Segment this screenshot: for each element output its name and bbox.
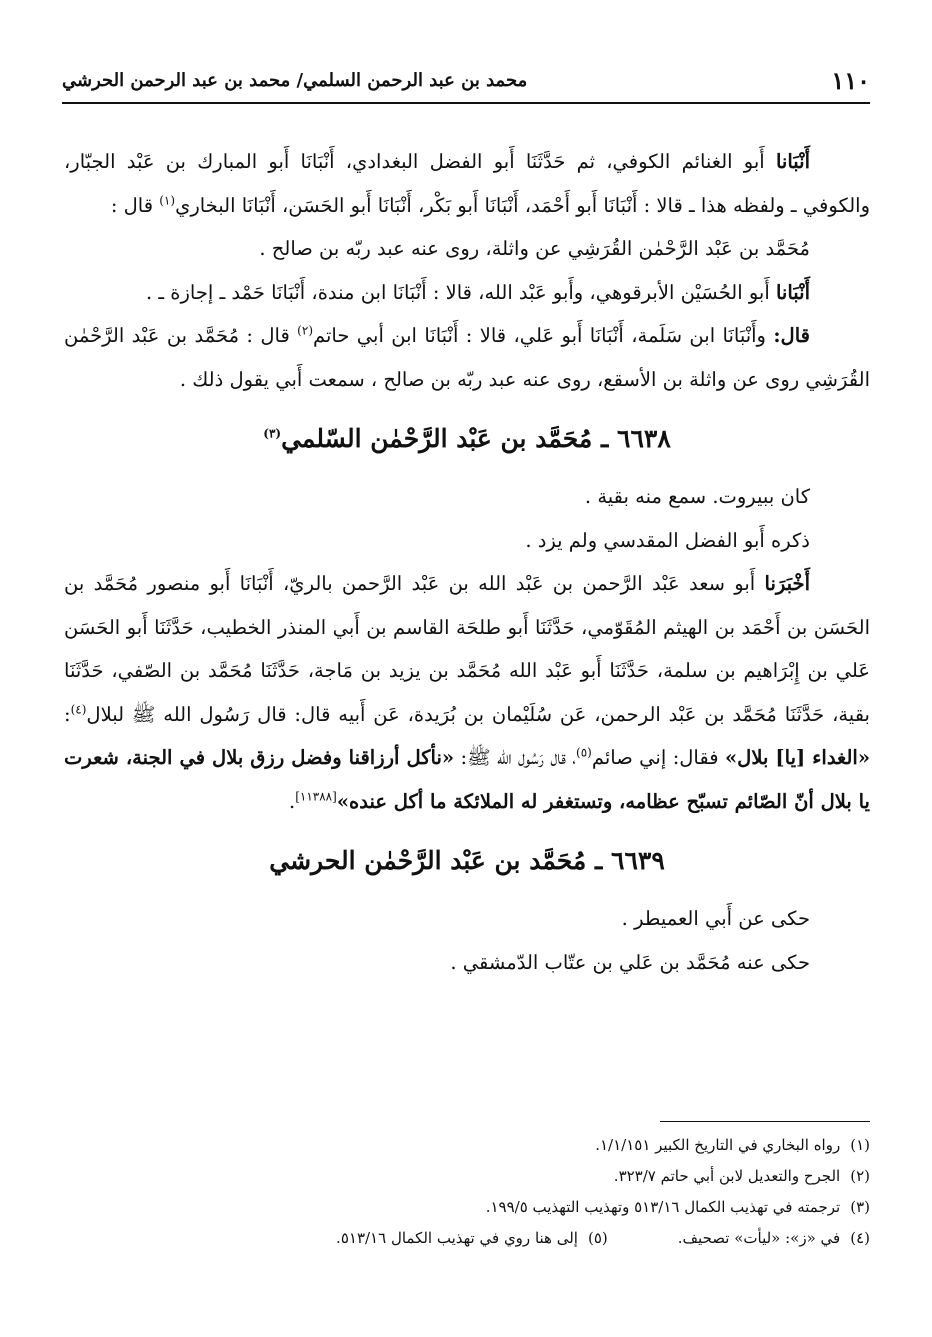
paragraph-4-text: وأَنْبَانَا ابن سَلَمة، أَنْبَانَا أَبو عَلي، قالا : أَنْبَانَا ابن أبي حاتم — [313, 324, 774, 347]
paragraph-4-end: قال : مُحَمَّد بن عَبْد الرَّحْمٰن القُرَشِي روى عن واثلة بن الأسقع، روى عنه عبد ربّه بن صالح ، سمعت أَبي يقول ذلك . — [64, 324, 870, 391]
header-divider — [62, 102, 870, 104]
footnote-5 — [336, 1223, 608, 1254]
footnote-2-text: الجرح والتعديل لابن أبي حاتم ٣٢٣/٧. — [613, 1167, 841, 1185]
keyword-anbana: أَنْبَانا — [775, 280, 810, 304]
footnote-4-text: في «ز»: «ليأت» تصحيف. — [677, 1229, 841, 1247]
entry-heading-6638-text: ٦٦٣٨ ـ مُحَمَّد بن عَبْد الرَّحْمٰن السّلمي — [281, 424, 671, 453]
footnote-4 — [678, 1223, 870, 1254]
paragraph-1-text: أَبو الغنائم الكوفي، ثم حَدَّثَنَا أَبو الفضل البغدادي، أَنْبَانَا أَبو المبارك بن عَبْد الجبّار، والكوفي ـ ولفظه هذا ـ قالا : أَنْبَانَا أَبو أَحْمَد، أَنْبَانَا أَبو بَكْر، أَنْبَانَا أَبو الحَسَن، أَنْبَانَا البخاري — [64, 150, 870, 217]
paragraph-5: كان ببيروت. سمع منه بقية . — [584, 485, 810, 508]
paragraph-7-text-2: : — [64, 702, 71, 726]
paragraph-7-text-3: فقال: إني صائم — [591, 746, 725, 769]
footnote-3-mark: (٣) — [850, 1198, 870, 1216]
paragraph-3-text: أَبو الحُسَيْن الأبرقوهي، وأَبو عَبْد الله، قالا : أَنْبَانَا ابن مندة، أَنْبَانَا حَمْد ـ إجازة ـ . — [145, 280, 776, 304]
main-text — [64, 140, 870, 984]
footnote-1-text: رواه البخاري في التاريخ الكبير ١/١/١٥١. — [595, 1136, 841, 1154]
footnote-ref-2[interactable]: (٢) — [297, 323, 313, 338]
paragraph-8: حكى عن أَبي العميطر . — [621, 907, 810, 930]
paragraph-1-end: قال : — [110, 193, 160, 217]
footnote-5-mark: (٥) — [587, 1229, 608, 1247]
footnote-ref-4[interactable]: (٤) — [70, 702, 87, 716]
paragraph-9: حكى عنه مُحَمَّد بن عَلي بن عتّاب الدّمشقي . — [450, 950, 810, 974]
footnote-5-text: إلى هنا روي في تهذيب الكمال ٥١٣/١٦. — [336, 1229, 578, 1247]
footnote-divider — [660, 1121, 870, 1122]
paragraph-4 — [64, 314, 870, 401]
footnote-3-text: ترجمته في تهذيب الكمال ٥١٣/١٦ وتهذيب التهذيب ١٩٩/٥. — [485, 1198, 841, 1216]
paragraph-7-text-1: أَبو سعد عَبْد الرَّحمن بن عَبْد الله بن عَبْد الرَّحمن بالريّ، أَنْبَانَا أَبو منصور مُحَمَّد بن الحَسَن بن أَحْمَد بن الهيثم المُقَوّمي، حَدَّثَنَا أَبو طلحَة القاسم بن أَبي المنذر الخطيب، حَدَّثَنَا أَبو الحَسَن عَلي بن إِبْرَاهيم بن سلمة، حَدَّثَنَا أَبو عَبْد الله مُحَمَّد بن يزيد بن مَاجة، حَدَّثَنَا مُحَمَّد بن الصّفي، حَدَّثَنَا بقية، حَدَّثَنَا مُحَمَّد بن عَبْد الرحمن، عَن سُلَيْمان بن بُرَيدة، عَن أَبيه قال: قال رَسُول الله ﷺ لبلال — [64, 572, 870, 726]
page-number: ١١٠ — [831, 66, 870, 95]
keyword-qal: قال: — [773, 324, 810, 347]
hadith-number: [١١٣٨٨] — [295, 789, 337, 803]
paragraph-7-end: . — [289, 789, 296, 813]
entry-heading-6639: ٦٦٣٩ ـ مُحَمَّد بن عَبْد الرَّحْمٰن الحرشي — [269, 846, 665, 875]
footnote-ref-5[interactable]: (٥) — [576, 745, 592, 760]
paragraph-7 — [64, 562, 870, 823]
paragraph-2: مُحَمَّد بن عَبْد الرَّحْمٰن القُرَشِي عن واثلة، روى عنه عبد ربّه بن صالح . — [259, 237, 810, 260]
footnote-3 — [64, 1192, 870, 1223]
page-header — [62, 64, 870, 100]
footnote-ref-1[interactable]: (١) — [159, 193, 176, 207]
footnote-4-mark: (٤) — [850, 1229, 870, 1247]
paragraph-7-text-4: ، قال رَسُول الله ﷺ: — [454, 746, 577, 769]
footnote-1-mark: (١) — [850, 1136, 870, 1154]
footnotes — [64, 1130, 870, 1254]
keyword-akhbarana: أَخْبَرَنا — [764, 572, 810, 595]
hadith-quote-1: «الغداء [يا] بلال» — [724, 746, 871, 769]
footnote-1 — [64, 1130, 870, 1161]
keyword-anbana: أَنْبَانا — [775, 150, 810, 173]
paragraph-6: ذكره أَبو الفضل المقدسي ولم يزد . — [525, 528, 810, 552]
running-title: محمد بن عبد الرحمن السلمي/ محمد بن عبد الرحمن الحرشي — [62, 70, 528, 91]
hadith-quote-2: «نأكل أرزاقنا وفضل رزق بلال في الجنة، شعرت يا بلال أنّ الصّائم تسبّح عظامه، وتستغفر له الملائكة ما أكل عنده» — [64, 746, 870, 813]
footnote-2-mark: (٢) — [850, 1167, 870, 1185]
footnote-2 — [64, 1161, 870, 1192]
entry-heading-6638 — [64, 415, 870, 463]
footnote-row-4-5 — [64, 1223, 870, 1254]
footnote-ref-3[interactable]: (٣) — [263, 426, 282, 441]
paragraph-1 — [64, 140, 870, 227]
paragraph-3 — [64, 271, 870, 315]
